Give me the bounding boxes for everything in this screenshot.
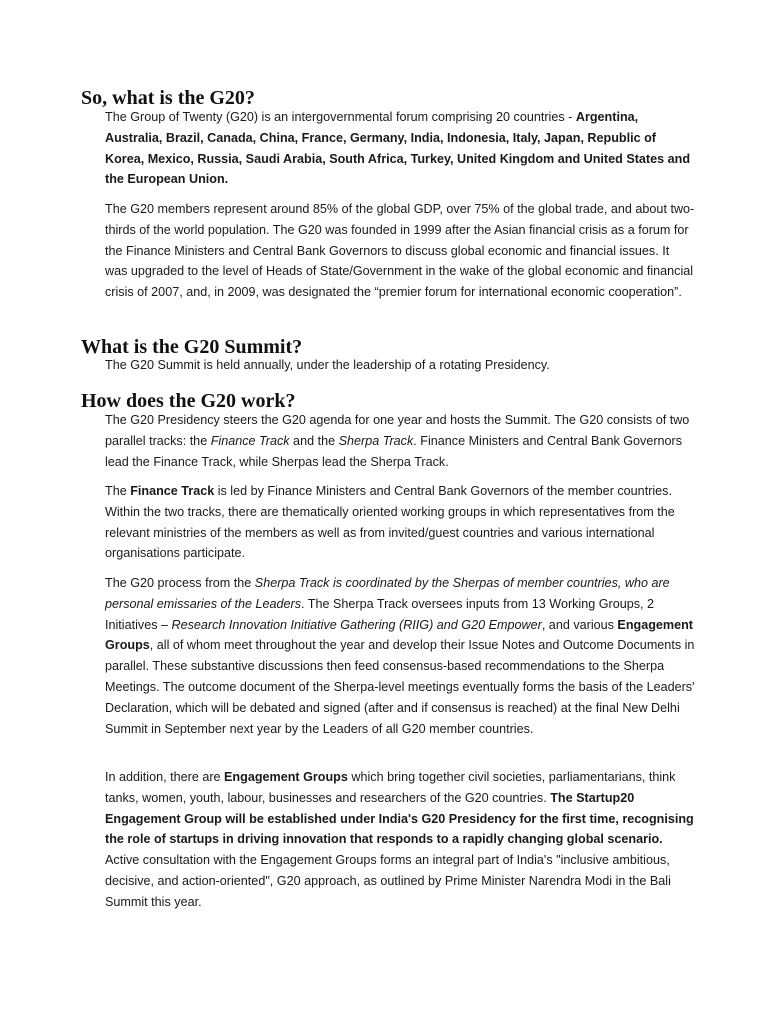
paragraph-g20-overview	[105, 199, 695, 303]
text-run: In addition, there are	[105, 770, 225, 784]
text-run: The G20 Presidency steers the G20 agenda for one year and hosts the Summit. The G20 consists of two parallel tracks: the	[105, 413, 690, 448]
text-run: and the	[289, 433, 339, 448]
heading-what-is-g20: So, what is the G20?	[81, 87, 255, 109]
paragraph-presidency	[105, 410, 695, 472]
text-run: The	[105, 484, 131, 498]
text-run: The Group of Twenty (G20) is an intergovernmental forum comprising 20 countries -	[105, 110, 576, 124]
paragraph-engagement-groups	[105, 767, 695, 913]
italic-text: Finance Track	[210, 433, 290, 448]
text-run: is led by Finance Ministers and Central Bank Governors of the member countries. Within the two tracks, there are thematically oriented working groups in which representatives from the relevant ministries of the members as well as from invited/guest countries and various international organisations participate.	[105, 484, 675, 561]
italic-text: Sherpa Track is coordinated by the Sherpas of member countries, who are personal emissaries of the Leaders	[105, 576, 670, 611]
text-run: . Finance Ministers and Central Bank Governors lead the Finance Track, while Sherpas lead the Sherpa Track.	[105, 433, 683, 469]
paragraph-summit	[105, 355, 695, 376]
text-run: which bring together civil societies, parliamentarians, think tanks, women, youth, labour, businesses and researchers of the G20 countries.	[105, 770, 676, 805]
text-run: The G20 process from the	[105, 576, 255, 590]
text-run: Active consultation with the Engagement Groups forms an integral part of India's "inclusive ambitious, decisive, and action-oriented", G20 approach, as outlined by Prime Minister Narendra Modi in the Bali Summit this year.	[105, 853, 671, 909]
paragraph-g20-members	[105, 107, 695, 190]
heading-g20-summit: What is the G20 Summit?	[81, 336, 303, 358]
bold-text: Finance Track	[130, 484, 215, 498]
text-run: The G20 members represent around 85% of the global GDP, over 75% of the global trade, and about two-thirds of the world population. The G20 was founded in 1999 after the Asian financial crisis as a forum for the Finance Ministers and Central Bank Governors to discuss global economic and financial issues. It was upgraded to the level of Heads of State/Government in the wake of the global economic and financial crisis of 2007, and, in 2009, was designated the “premier forum for international economic cooperation”.	[105, 202, 695, 300]
italic-text: Research Innovation Initiative Gathering (RIIG) and G20 Empower	[171, 617, 542, 632]
paragraph-sherpa-track	[105, 573, 695, 739]
italic-text: Sherpa Track	[338, 433, 414, 448]
bold-text: The Startup20 Engagement Group will be established under India's G20 Presidency for the first time, recognising the role of startups in driving innovation that responds to a rapidly changing global scenario.	[105, 790, 694, 847]
text-run: The G20 Summit is held annually, under the leadership of a rotating Presidency.	[105, 358, 550, 372]
bold-text: Argentina, Australia, Brazil, Canada, China, France, Germany, India, Indonesia, Italy, Japan, Republic of Korea, Mexico, Russia, Saudi Arabia, South Africa, Turkey, United Kingdom and United States and the European Union.	[105, 110, 691, 187]
heading-how-g20-works: How does the G20 work?	[81, 390, 296, 412]
paragraph-finance-track	[105, 481, 695, 564]
text-run: , all of whom meet throughout the year and develop their Issue Notes and Outcome Documents in parallel. These substantive discussions then feed consensus-based recommendations to the Sherpa Meetings. The outcome document of the Sherpa-level meetings eventually forms the basis of the Leaders' Declaration, which will be debated and signed (after and if consensus is reached) at the final New Delhi Summit in September next year by the Leaders of all G20 member countries.	[105, 638, 695, 736]
text-run: . The Sherpa Track oversees inputs from 13 Working Groups, 2 Initiatives –	[105, 596, 655, 632]
bold-text: Engagement Groups	[105, 617, 693, 653]
text-run: , and various	[541, 617, 618, 632]
bold-text: Engagement Groups	[224, 770, 348, 784]
